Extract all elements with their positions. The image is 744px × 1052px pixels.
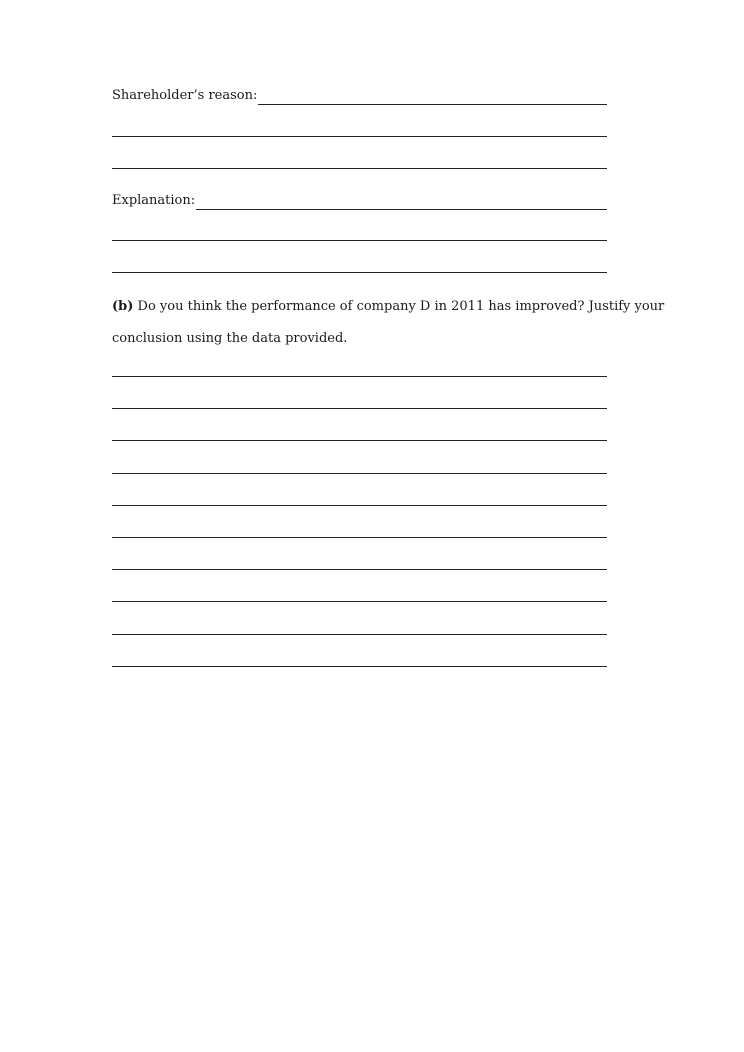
answer-line[interactable] xyxy=(112,505,607,506)
answer-line[interactable] xyxy=(112,376,607,377)
question-b-text-1: Do you think the performance of company D in 2011 has improved? Justify your xyxy=(133,299,665,314)
answer-line[interactable] xyxy=(112,408,607,409)
explanation-answer-line-3[interactable] xyxy=(112,272,607,273)
question-b-line-1 xyxy=(112,299,665,315)
answer-line[interactable] xyxy=(112,666,607,667)
explanation-answer-line-1[interactable] xyxy=(196,209,607,210)
answer-line[interactable] xyxy=(112,473,607,474)
answer-line[interactable] xyxy=(112,537,607,538)
explanation-answer-line-2[interactable] xyxy=(112,240,607,241)
shareholder-reason-answer-line-3[interactable] xyxy=(112,168,607,169)
explanation-label: Explanation: xyxy=(112,193,196,208)
shareholder-reason-answer-line-1[interactable] xyxy=(258,104,607,105)
answer-line[interactable] xyxy=(112,634,607,635)
answer-line[interactable] xyxy=(112,440,607,441)
shareholder-reason-answer-line-2[interactable] xyxy=(112,136,607,137)
answer-line[interactable] xyxy=(112,601,607,602)
answer-line[interactable] xyxy=(112,569,607,570)
question-b-marker: (b) xyxy=(112,299,134,314)
question-b-text-2: conclusion using the data provided. xyxy=(112,331,348,346)
shareholder-reason-label: Shareholder’s reason: xyxy=(112,88,258,103)
explanation-row xyxy=(112,193,607,210)
shareholder-reason-row xyxy=(112,88,607,105)
question-b-line-2 xyxy=(112,331,612,347)
